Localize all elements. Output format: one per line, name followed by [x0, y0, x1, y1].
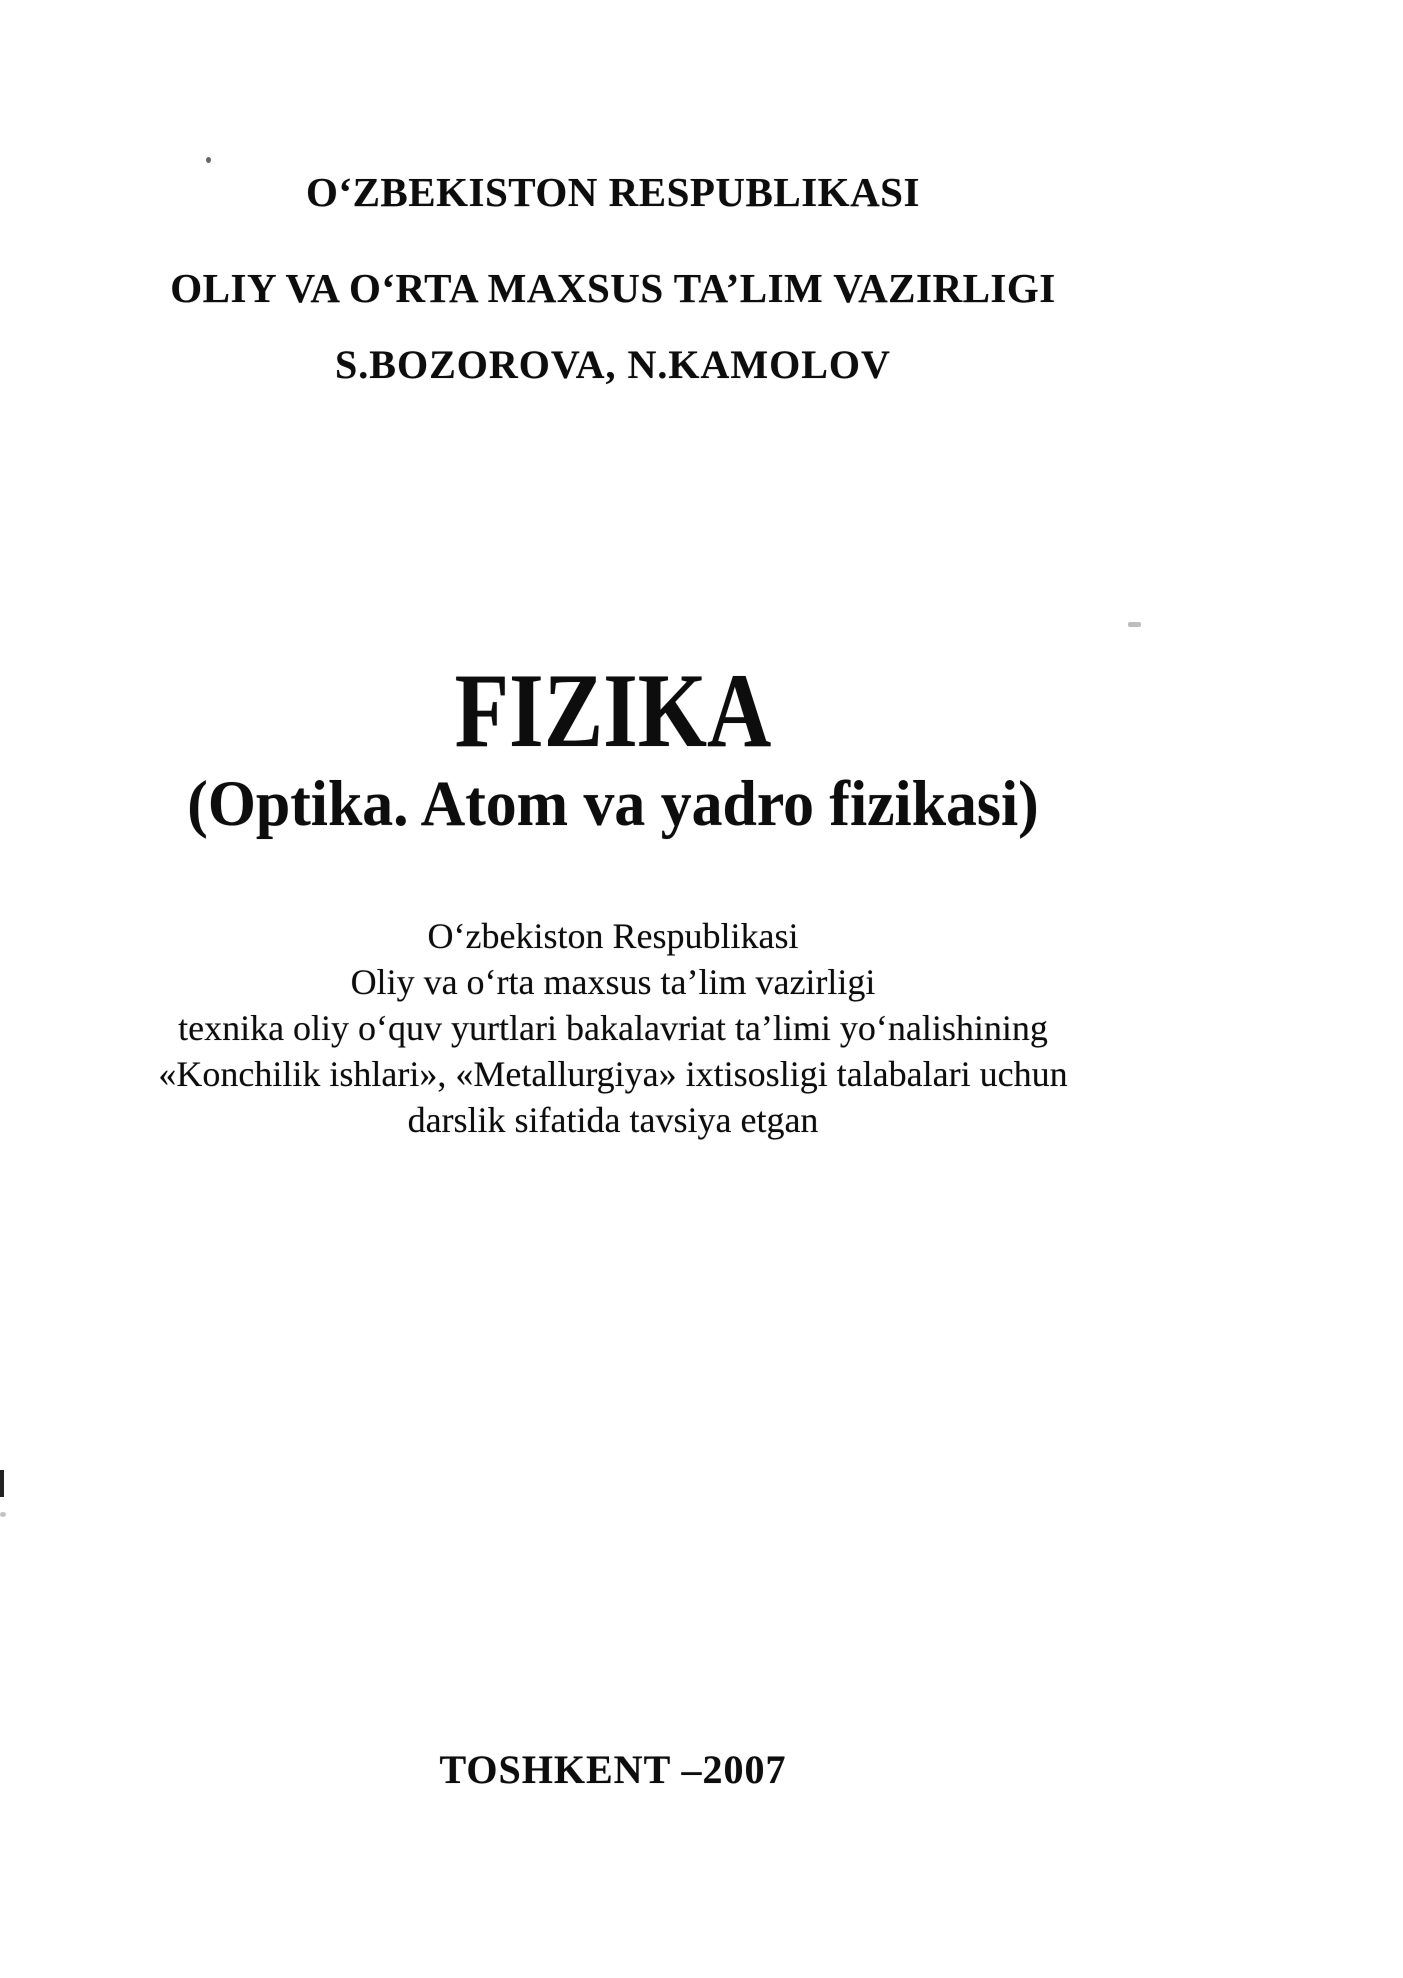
imprint-line: TOSHKENT –2007 — [439, 1747, 787, 1792]
approval-line: «Konchilik ishlari», «Metallurgiya» ixtisosligi talabalari uchun — [158, 1054, 1068, 1094]
approval-note — [0, 913, 1226, 1143]
approval-line: Oliy va o‘rta maxsus ta’lim vazirligi — [350, 962, 876, 1002]
country-line: O‘ZBEKISTON RESPUBLIKASI — [306, 169, 920, 215]
scan-artifact-edge-dot — [0, 1512, 6, 1517]
scan-artifact-edge-tick — [0, 1470, 4, 1497]
approval-line: O‘zbekiston Respublikasi — [427, 916, 799, 956]
authors-line: S.BOZOROVA, N.KAMOLOV — [335, 342, 891, 387]
scan-artifact-dash — [1128, 622, 1141, 627]
ministry-header — [0, 120, 1226, 360]
approval-line: texnika oliy o‘quv yurtlari bakalavriat ta’limi yo‘nalishining — [178, 1008, 1048, 1048]
scan-artifact-dot — [206, 157, 211, 163]
book-title: FIZIKA — [454, 652, 772, 769]
book-subtitle: (Optika. Atom va yadro fizikasi) — [187, 768, 1039, 840]
approval-line: darslik sifatida tavsiya etgan — [407, 1100, 819, 1140]
ministry-line: OLIY VA O‘RTA MAXSUS TA’LIM VAZIRLIGI — [170, 265, 1056, 311]
